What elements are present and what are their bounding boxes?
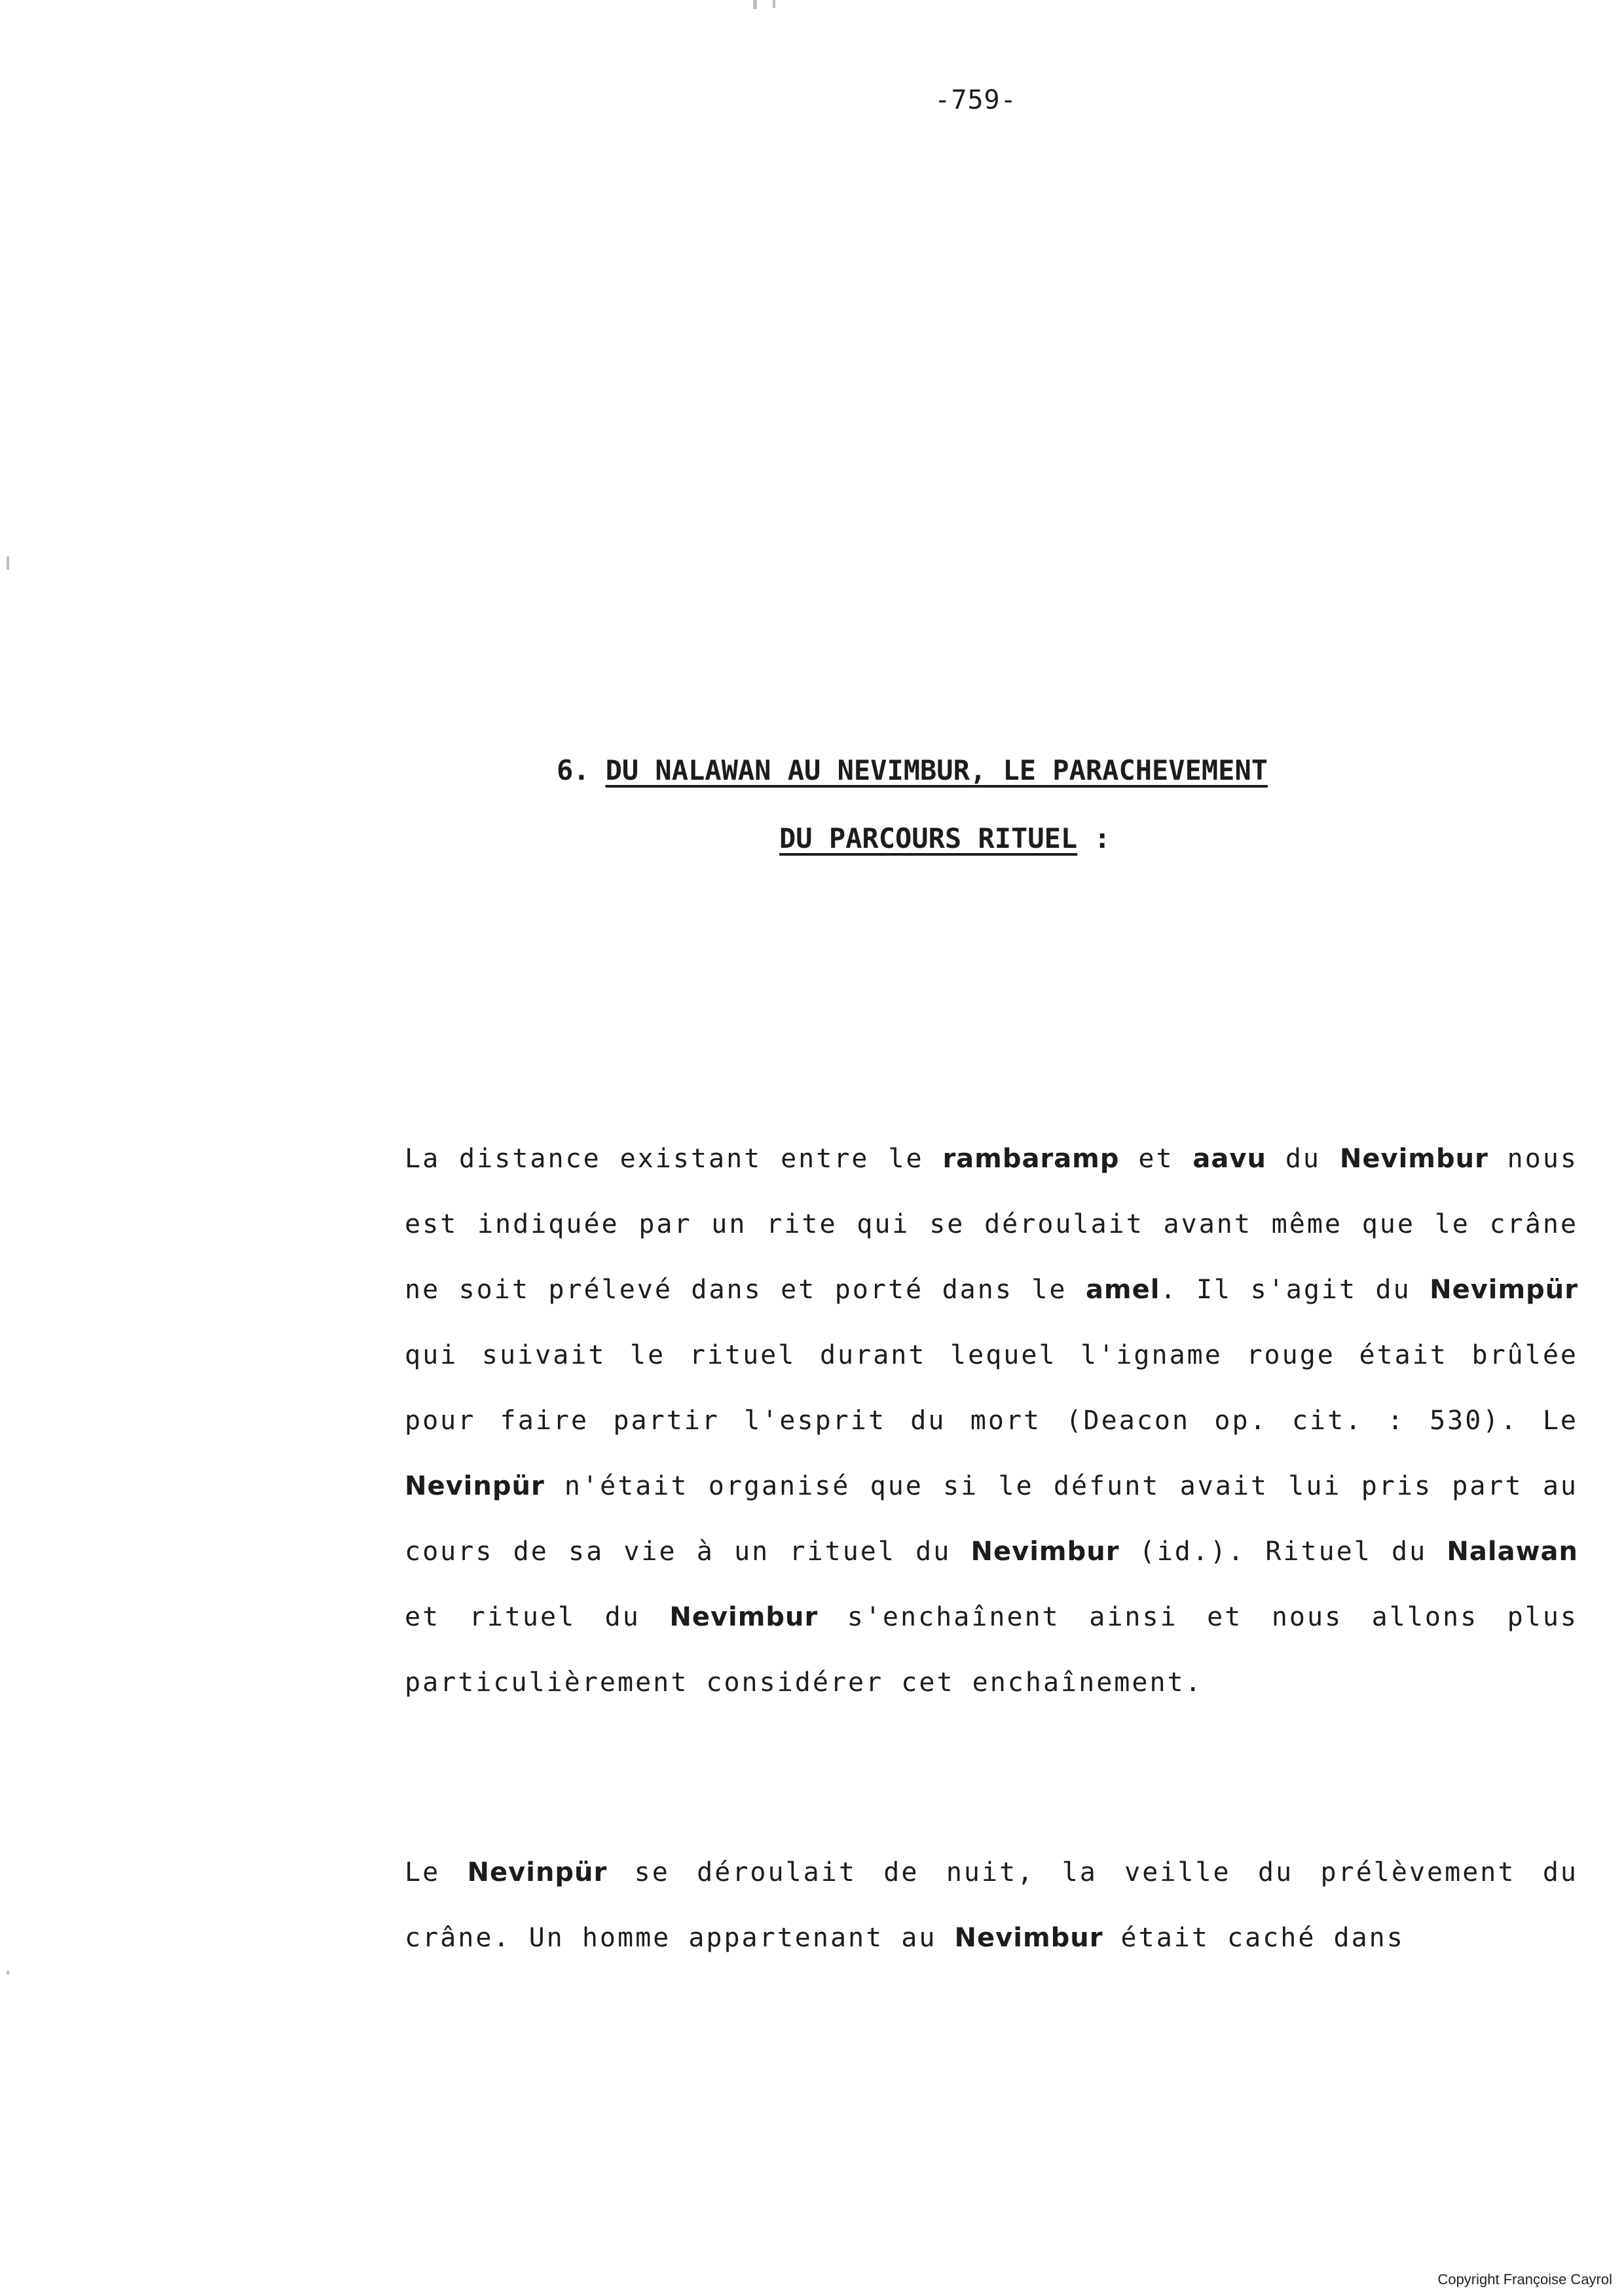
text-run: (id.). Rituel du [1119,1537,1447,1567]
term-bold: Nevimbur [970,1537,1120,1567]
body-paragraph-2 [405,1840,1578,1971]
heading-number: 6. [557,754,590,786]
text-run: . Il s'agit du [1160,1275,1430,1305]
heading-line-2 [557,805,1486,873]
scan-artifact [7,1971,9,1975]
text-run: du [1266,1144,1340,1174]
term-bold: Nevimbur [1339,1144,1488,1174]
text-run: était caché dans [1103,1923,1405,1953]
heading-colon: : [1077,822,1111,854]
page-number: -759- [934,85,1017,115]
text-run: et rituel du [405,1602,670,1632]
text-run: n'était organisé que si le défunt avait lui pris part au cours de sa vie à un rituel du [405,1471,1578,1567]
text-run: La distance existant entre le [405,1144,943,1174]
section-heading [557,737,1486,873]
term-bold: Nevimpür [1430,1275,1578,1305]
heading-title-line-2: DU PARCOURS RITUEL [779,822,1078,854]
text-run: se déroulait de nuit, la veille du prélèvement du crâne. Un homme appartenant au [405,1857,1578,1953]
term-bold: Nalawan [1447,1537,1578,1567]
text-run: et [1119,1144,1193,1174]
text-run: qui suivait le rituel durant lequel l'igname rouge était brûlée pour faire partir l'esprit du mort (Deacon op. cit. : 530). Le [405,1340,1578,1436]
term-bold: Nevimbur [954,1923,1103,1953]
term-bold: Nevinpür [405,1471,545,1501]
scan-artifact [773,0,775,8]
scan-artifact [7,556,9,570]
copyright-notice: Copyright Françoise Cayrol [1437,2271,1612,2287]
heading-title-line-1: DU NALAWAN AU NEVIMBUR, LE PARACHEVEMENT [605,754,1268,786]
text-run: Le [405,1857,468,1887]
term-bold: aavu [1192,1144,1266,1174]
heading-line-1 [557,737,1486,805]
text-run: s'enchaînent ainsi et nous allons plus particulièrement considérer cet enchaînement. [405,1602,1578,1698]
term-bold: Nevinpür [467,1857,608,1887]
scan-artifact [753,0,757,9]
term-bold: amel [1085,1275,1160,1305]
text-run: nous est indiquée par un rite qui se déroulait avant même que le crâne ne soit prélevé dans et porté dans le [405,1144,1579,1305]
body-paragraph-1 [405,1126,1578,1715]
term-bold: rambaramp [942,1144,1120,1174]
term-bold: Nevimbur [669,1602,819,1632]
